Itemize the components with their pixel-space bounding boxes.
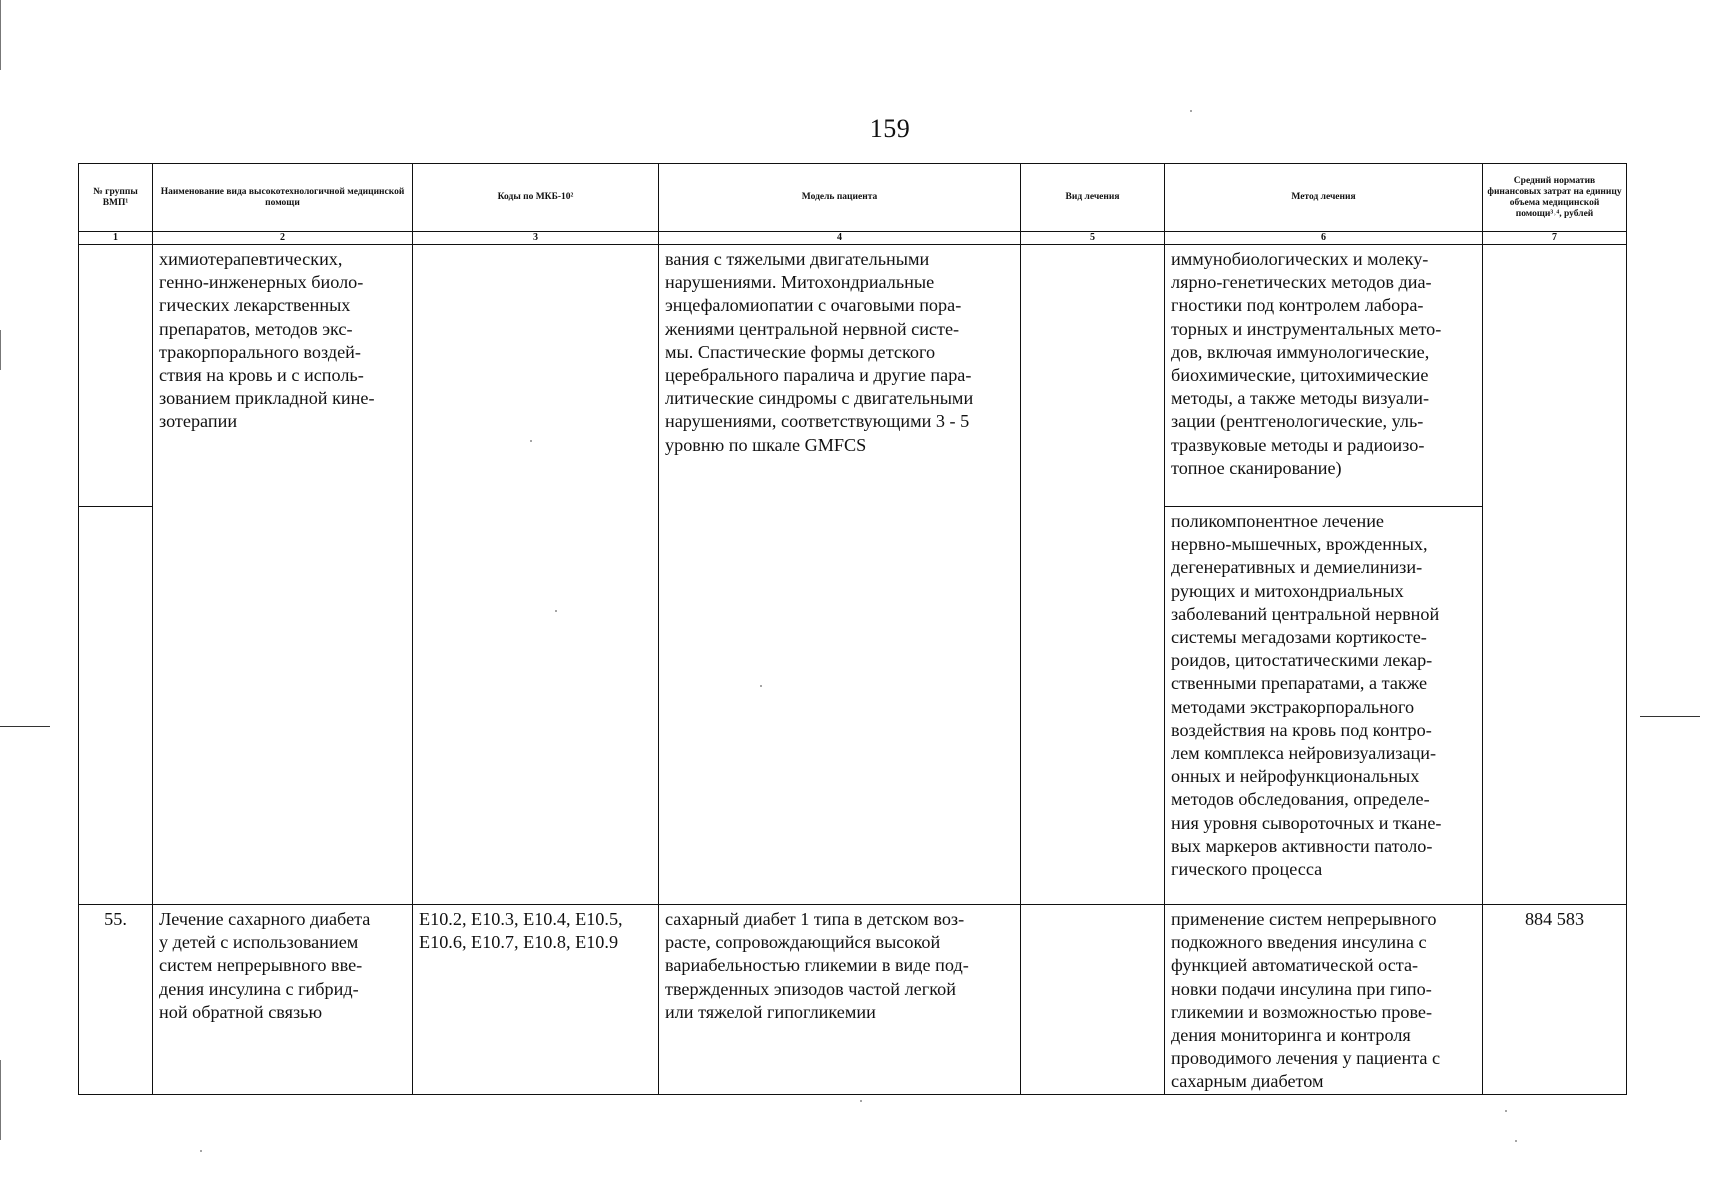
text-line: зотерапии <box>159 411 238 432</box>
text-line: дения мониторинга и контроля <box>1171 1025 1411 1046</box>
group-number-cell <box>79 245 153 507</box>
scan-edge-mark <box>0 330 1 370</box>
text-line: расте, сопровождающийся высокой <box>665 932 941 953</box>
scan-edge-mark <box>0 1060 1 1140</box>
text-line: зованием прикладной кине- <box>159 388 375 409</box>
icd-codes-cell <box>413 245 659 905</box>
text-line: функцией автоматической оста- <box>1171 955 1419 976</box>
text-line: торных и инструментальных мето- <box>1171 318 1442 339</box>
text-line: биохимические, цитохимические <box>1171 365 1429 386</box>
scan-dot <box>860 1100 862 1102</box>
column-number-row <box>79 232 1627 245</box>
text-line: ния уровня сывороточных и ткане- <box>1171 812 1442 833</box>
text-line: E10.2, E10.3, E10.4, E10.5, <box>419 909 623 929</box>
patient-model-cell <box>659 905 1021 1095</box>
icd-codes-cell <box>413 905 659 1095</box>
text-line: дегенеративных и демиелинизи- <box>1171 557 1423 578</box>
text-line: ственными препаратами, а также <box>1171 673 1428 694</box>
header-patient-model: Модель пациента <box>659 164 1021 232</box>
text-line: или тяжелой гипогликемии <box>665 1001 876 1022</box>
header-treatment-type: Вид лечения <box>1021 164 1165 232</box>
text-line: твержденных эпизодов частой легкой <box>665 978 956 999</box>
treatment-type-cell <box>1021 905 1165 1095</box>
text-line: рующих и митохондриальных <box>1171 580 1404 601</box>
text-line: нарушениями. Митохондриальные <box>665 272 935 293</box>
text-line: заболеваний центральной нервной <box>1171 603 1440 624</box>
scan-edge-mark <box>0 0 1 70</box>
text-line: гического процесса <box>1171 859 1323 880</box>
scan-dot <box>1505 1110 1507 1112</box>
text-line: методы, а также методы визуали- <box>1171 388 1430 409</box>
text-line: дения инсулина с гибрид- <box>159 978 359 999</box>
text-line: онных и нейрофункциональных <box>1171 766 1420 787</box>
scan-dot <box>1515 1140 1517 1142</box>
column-number: 1 <box>79 232 153 245</box>
text-line: систем непрерывного вве- <box>159 955 363 976</box>
text-line: вариабельностью гликемии в виде под- <box>665 955 969 976</box>
care-type-name-cell <box>153 245 413 905</box>
table-row <box>79 245 1627 507</box>
average-cost: 884 583 <box>1524 909 1585 929</box>
text-line: гликемии и возможностью прове- <box>1171 1001 1433 1022</box>
text-line: генно-инженерных биоло- <box>159 272 364 293</box>
column-number: 4 <box>659 232 1021 245</box>
text-line: гностики под контролем лабора- <box>1171 295 1424 316</box>
text-line: вания с тяжелыми двигательными <box>665 249 930 269</box>
text-line: нервно-мышечных, врожденных, <box>1171 534 1428 555</box>
text-line: лярно-генетических методов диа- <box>1171 272 1432 293</box>
patient-model-cell <box>659 245 1021 905</box>
scan-dot <box>1190 110 1192 112</box>
table-row <box>79 905 1627 1095</box>
header-row <box>79 164 1627 232</box>
text-line: системы мегадозами кортикосте- <box>1171 627 1427 648</box>
vmp-table <box>78 163 1627 1095</box>
text-line: методов обследования, определе- <box>1171 789 1430 810</box>
column-number: 3 <box>413 232 659 245</box>
column-number: 5 <box>1021 232 1165 245</box>
column-number: 7 <box>1483 232 1627 245</box>
text-line: иммунобиологических и молеку- <box>1171 249 1429 269</box>
treatment-method-cell <box>1165 905 1483 1095</box>
text-line: у детей с использованием <box>159 932 359 953</box>
text-line: церебрального паралича и другие пара- <box>665 365 972 386</box>
treatment-type-cell <box>1021 245 1165 905</box>
header-group-number: № группы ВМП¹ <box>79 164 153 232</box>
text-line: проводимого лечения у пациента с <box>1171 1048 1441 1069</box>
text-line: Лечение сахарного диабета <box>159 909 371 929</box>
text-line: методами экстракорпорального <box>1171 696 1415 717</box>
text-line: роидов, цитостатическими лекар- <box>1171 650 1433 671</box>
text-line: гических лекарственных <box>159 295 351 316</box>
average-cost-cell <box>1483 905 1627 1095</box>
text-line: ствия на кровь и с исполь- <box>159 365 364 386</box>
text-line: химиотерапевтических, <box>159 249 343 269</box>
treatment-method-cell <box>1165 245 1483 507</box>
group-number: 55. <box>104 909 127 929</box>
scan-dot <box>200 1150 202 1152</box>
scan-dash <box>0 726 50 727</box>
care-type-name-cell <box>153 905 413 1095</box>
text-line: сахарный диабет 1 типа в детском воз- <box>665 909 965 929</box>
header-treatment-method: Метод лечения <box>1165 164 1483 232</box>
text-line: топное сканирование) <box>1171 457 1342 478</box>
treatment-method-cell <box>1165 507 1483 905</box>
header-icd-codes: Коды по МКБ-10² <box>413 164 659 232</box>
text-line: вых маркеров активности патоло- <box>1171 835 1433 856</box>
text-line: поликомпонентное лечение <box>1171 511 1385 531</box>
header-average-cost: Средний норматив финансовых затрат на единицу объема медицинской помощи³˒⁴, рублей <box>1483 164 1627 232</box>
text-line: жениями центральной нервной систе- <box>665 318 960 339</box>
text-line: новки подачи инсулина при гипо- <box>1171 978 1432 999</box>
group-number-cell <box>79 905 153 1095</box>
average-cost-cell <box>1483 245 1627 905</box>
column-number: 2 <box>153 232 413 245</box>
header-care-type-name: Наименование вида высокотехнологичной медицинской помощи <box>153 164 413 232</box>
text-line: тразвуковые методы и радиоизо- <box>1171 434 1425 455</box>
text-line: тракорпорального воздей- <box>159 341 361 362</box>
text-line: нарушениями, соответствующими 3 - 5 <box>665 411 970 432</box>
text-line: подкожного введения инсулина с <box>1171 932 1427 953</box>
text-line: мы. Спастические формы детского <box>665 341 936 362</box>
text-line: дов, включая иммунологические, <box>1171 341 1430 362</box>
treatment-type <box>1021 905 1164 908</box>
text-line: зации (рентгенологические, уль- <box>1171 411 1424 432</box>
text-line: лем комплекса нейровизуализаци- <box>1171 743 1437 764</box>
text-line: сахарным диабетом <box>1171 1071 1324 1092</box>
text-line: применение систем непрерывного <box>1171 909 1437 929</box>
text-line: препаратов, методов экс- <box>159 318 353 339</box>
text-line: энцефаломиопатии с очаговыми пора- <box>665 295 962 316</box>
text-line: воздействия на кровь под контро- <box>1171 719 1432 740</box>
text-line: ной обратной связью <box>159 1001 323 1022</box>
text-line: уровню по шкале GMFCS <box>665 434 867 455</box>
scan-dash <box>1640 716 1700 717</box>
text-line: литические синдромы с двигательными <box>665 388 974 409</box>
text-line: E10.6, E10.7, E10.8, E10.9 <box>419 932 619 953</box>
group-number-cell <box>79 507 153 905</box>
column-number: 6 <box>1165 232 1483 245</box>
page-number: 159 <box>869 114 911 143</box>
